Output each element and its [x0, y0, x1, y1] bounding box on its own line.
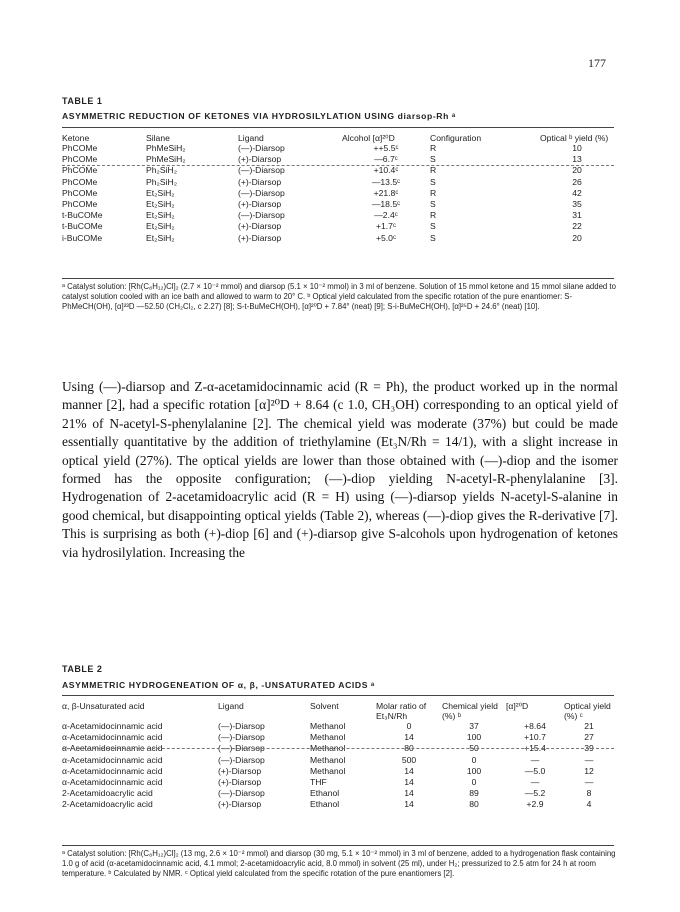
table2-cell: α-Acetamidocinnamic acid	[62, 732, 163, 743]
table1-row	[62, 188, 614, 199]
table2-cell: 80	[404, 743, 414, 754]
table1-cell: 42	[572, 187, 582, 198]
table1-row	[62, 210, 614, 221]
table2-cell: —5.2	[524, 788, 546, 799]
table2-cell: 0	[406, 721, 412, 731]
table2-cell: (—)-Diarsop	[218, 788, 265, 799]
table2-cell: 2-Acetamidoacrylic acid	[62, 799, 153, 810]
table1-cell: (—)-Diarsop	[238, 165, 285, 176]
table2-cell: (+)-Diarsop	[218, 765, 262, 776]
table2-cell: 14	[404, 765, 414, 776]
table1-cell: (+)-Diarsop	[238, 232, 282, 243]
table1-cell: (—)-Diarsop	[238, 143, 285, 153]
table2-cell: 100	[466, 765, 482, 776]
table2-cell: 8	[586, 788, 592, 799]
table2-cell: +10.7	[524, 732, 546, 743]
table1-cell: 13	[572, 154, 582, 165]
table2-row	[62, 777, 614, 788]
table1-header-cell: Silane	[146, 133, 170, 143]
table2-header-cell: Ligand	[218, 701, 244, 711]
page-number: 177	[588, 56, 606, 70]
table1-cell: PhCOMe	[62, 143, 98, 153]
table1-cell: Et₂SiH₂	[146, 210, 175, 221]
table1	[62, 133, 614, 244]
table1-row	[62, 143, 614, 154]
table2-header-cell: Optical yield (%) ᶜ	[564, 701, 611, 721]
table1-row	[62, 154, 614, 165]
table1-cell: PhMeSiH₂	[146, 154, 186, 165]
table1-cell: 35	[572, 199, 582, 210]
table1-cell: +10.4ᶜ	[373, 165, 399, 176]
table1-cell: R	[430, 165, 437, 176]
table1-header-cell: Ligand	[238, 133, 264, 143]
table1-cell: Ph₂SiH₂	[146, 165, 178, 176]
table1-cell: PhMeSiH₂	[146, 143, 186, 153]
table1-cell: (+)-Diarsop	[238, 199, 282, 210]
table2-cell: —	[530, 777, 540, 788]
table1-cell: —13.5ᶜ	[371, 176, 401, 187]
table1-cell: 26	[572, 176, 582, 187]
table2-cell: 27	[584, 732, 594, 743]
table2-header-cell: [α]²⁰D	[506, 701, 529, 711]
table1-cell: (+)-Diarsop	[238, 221, 282, 232]
table1-cell: (+)-Diarsop	[238, 176, 282, 187]
table1-cell: —18.5ᶜ	[371, 199, 401, 210]
table2-cell: +8.64	[524, 721, 546, 731]
table2-top-rule	[62, 695, 614, 696]
table1-cell: S	[430, 199, 436, 210]
table2-cell: Methanol	[310, 765, 346, 776]
table1-cell: i-BuCOMe	[62, 232, 103, 243]
table1-header-cell: Ketone	[62, 133, 90, 143]
table2-cell: (+)-Diarsop	[218, 777, 262, 788]
table1-cell: PhCOMe	[62, 187, 98, 198]
table2-cell: Methanol	[310, 732, 346, 743]
table2-cell: 4	[586, 799, 592, 810]
table1-label: TABLE 1	[62, 96, 103, 106]
table2-cell: +2.9	[526, 799, 544, 810]
table1-cell: (+)-Diarsop	[238, 154, 282, 165]
table2-row	[62, 732, 614, 743]
table2-cell: 39	[584, 743, 594, 754]
table1-cell: Et₂SiH₂	[146, 232, 175, 243]
table2-cell: α-Acetamidocinnamic acid	[62, 721, 163, 731]
body-text	[62, 378, 618, 562]
table1-header-row	[62, 133, 614, 143]
table2-bottom-rule	[62, 845, 614, 846]
table2	[62, 701, 614, 811]
table2-cell: —	[584, 754, 594, 765]
table1-row	[62, 233, 614, 244]
table1-header-rule	[62, 165, 614, 166]
table1-cell: 20	[572, 165, 582, 176]
table1-cell: 31	[572, 210, 582, 221]
table1-row	[62, 177, 614, 188]
table2-cell: 89	[469, 788, 479, 799]
table2-cell: 0	[471, 777, 477, 788]
table2-header-cell: Chemical yield (%) ᵇ	[442, 701, 498, 721]
table2-cell: —	[530, 754, 540, 765]
table1-cell: 22	[572, 221, 582, 232]
table2-cell: α-Acetamidocinnamic acid	[62, 777, 163, 788]
table2-cell: +15.4	[524, 743, 546, 754]
table2-cell: 12	[584, 765, 594, 776]
table2-cell: α-Acetamidocinnamic acid	[62, 754, 163, 765]
table2-cell: 37	[469, 721, 479, 731]
table2-cell: (—)-Diarsop	[218, 721, 265, 731]
table1-cell: —2.4ᶜ	[374, 210, 398, 221]
table2-row	[62, 766, 614, 777]
table1-cell: —6.7ᶜ	[374, 154, 398, 165]
table2-cell: 100	[466, 732, 482, 743]
table2-cell: (—)-Diarsop	[218, 732, 265, 743]
table2-cell: —5.0	[524, 765, 546, 776]
table2-cell: α-Acetamidocinnamic acid	[62, 765, 163, 776]
table2-cell: 500	[401, 754, 417, 765]
table1-footnote: ᵃ Catalyst solution: [Rh(C₈H₁₂)Cl]₂ (2.7 × 10⁻² mmol) and diarsop (5.1 × 10⁻² mmol) in 3 ml of benzene. Solution of 15 mmol ketone and 15 mmol silane added to catalyst solution cooled with an ice bath and allowed to warm to 20° C. ᵇ Optical yield calculated from the specific rotation of the pure enantiomer: S-PhMeCH(OH), [α]²³D —52.50 (CH₂Cl₂, c 2.27) [8]; S-t-BuMeCH(OH), [α]²⁰D + 7.84° (neat) [9]; S-i-BuMeCH(OH), [α]²⁵D + 24.6° (neat) [10].	[62, 282, 616, 311]
table1-cell: R	[430, 187, 437, 198]
table2-row	[62, 743, 614, 754]
table2-cell: Methanol	[310, 743, 346, 754]
table1-caption: ASYMMETRIC REDUCTION OF KETONES VIA HYDROSILYLATION USING diarsop-Rh ᵃ	[62, 111, 456, 121]
table1-cell: Ph₂SiH₂	[146, 176, 178, 187]
table2-cell: Methanol	[310, 754, 346, 765]
table2-cell: (—)-Diarsop	[218, 754, 265, 765]
table2-row	[62, 788, 614, 799]
body-paragraph: Using (—)-diarsop and Z-α-acetamidocinnamic acid (R = Ph), the product worked up in the normal manner [2], had a specific rotation [α]²⁰D + 8.64 (c 1.0, CH₃OH) corresponding to an optical yield of 21% of N-acetyl-S-phenylalanine [2]. The chemical yield was moderate (37%) but could be made essentially quantitative by the addition of triethylamine (Et₃N/Rh = 14/1), with a slight increase in optical yield (27%). The optical yields are lower than those obtained with (—)-diop and the isomer formed has the opposite configuration; (—)-diop yielding N-acetyl-R-phenylalanine [3]. Hydrogenation of 2-acetamidoacrylic acid (R = H) using (—)-diarsop yields N-acetyl-S-alanine in good chemical, but disappointing optical yields (Table 2), whereas (—)-diop gives the R-derivative [7]. This is surprising as both (+)-diop [6] and (+)-diarsop give S-alcohols upon hydrogenation of ketones via hydrosilylation. Increasing the	[62, 379, 618, 560]
table2-cell: α-Acetamidocinnamic acid	[62, 743, 163, 754]
table1-header-cell: Optical ᵇ yield (%)	[540, 133, 609, 143]
table1-cell: R	[430, 210, 437, 221]
table2-caption: ASYMMETRIC HYDROGENEATION OF α, β, -UNSATURATED ACIDS ᵃ	[62, 680, 375, 690]
table1-cell: 20	[572, 232, 582, 243]
table1-cell: Et₂SiH₂	[146, 221, 175, 232]
table1-cell: Et₂SiH₂	[146, 187, 175, 198]
table2-header-cell: Solvent	[310, 701, 339, 711]
table1-cell: +5.0ᶜ	[375, 232, 396, 243]
table2-row	[62, 755, 614, 766]
table2-cell: 80	[469, 799, 479, 810]
table1-top-rule	[62, 127, 614, 128]
table1-cell: S	[430, 232, 436, 243]
table2-header-rule	[62, 748, 614, 749]
table1-row	[62, 221, 614, 232]
table1-cell: 10	[572, 143, 582, 153]
table2-cell: THF	[310, 777, 327, 788]
table1-cell: +1.7ᶜ	[375, 221, 396, 232]
table1-header-cell: Alcohol [α]²⁰D	[342, 133, 395, 143]
table2-row	[62, 799, 614, 810]
table2-header-cell: α, β-Unsaturated acid	[62, 701, 145, 711]
table2-cell: 14	[404, 799, 414, 810]
table1-cell: t-BuCOMe	[62, 221, 103, 232]
table2-header-cell: Molar ratio of Et₃N/Rh	[376, 701, 427, 721]
table2-cell: 14	[404, 788, 414, 799]
table2-cell: Ethanol	[310, 788, 340, 799]
table1-cell: S	[430, 154, 436, 165]
table1-cell: S	[430, 221, 436, 232]
table1-row	[62, 165, 614, 176]
table1-cell: (—)-Diarsop	[238, 210, 285, 221]
table2-cell: 21	[584, 721, 594, 731]
table1-cell: Et₂SiH₂	[146, 199, 175, 210]
table1-cell: t-BuCOMe	[62, 210, 103, 221]
table1-bottom-rule	[62, 278, 614, 279]
table1-cell: PhCOMe	[62, 199, 98, 210]
table1-row	[62, 199, 614, 210]
table2-cell: 14	[404, 777, 414, 788]
table1-cell: R	[430, 143, 437, 153]
table1-cell: (—)-Diarsop	[238, 187, 285, 198]
table2-cell: 50	[469, 743, 479, 754]
table2-cell: Methanol	[310, 721, 346, 731]
table2-cell: Ethanol	[310, 799, 340, 810]
table2-cell: (+)-Diarsop	[218, 799, 262, 810]
table1-cell: PhCOMe	[62, 165, 98, 176]
table1-cell: ++5.5ᶜ	[373, 143, 399, 153]
table2-header-row	[62, 701, 614, 721]
table2-row	[62, 721, 614, 732]
table1-cell: +21.8ᶜ	[373, 187, 399, 198]
table1-header-cell: Configuration	[430, 133, 482, 143]
table1-cell: S	[430, 176, 436, 187]
table2-cell: 0	[471, 754, 477, 765]
table2-cell: (—)-Diarsop	[218, 743, 265, 754]
table2-label: TABLE 2	[62, 664, 103, 674]
table2-cell: 14	[404, 732, 414, 743]
table1-cell: PhCOMe	[62, 154, 98, 165]
table2-cell: 2-Acetamidoacrylic acid	[62, 788, 153, 799]
table1-cell: PhCOMe	[62, 176, 98, 187]
table2-cell: —	[584, 777, 594, 788]
table2-footnote: ᵃ Catalyst solution: [Rh(C₈H₁₂)Cl]₂ (13 mg, 2.6 × 10⁻² mmol) and diarsop (30 mg, 5.1 × 10⁻² mmol) in 3 ml of benzene, added to a hydrogenation flask containing 1.0 g of acid (α-acetamidocinnamic acid, 4.1 mmol; 2-acetamidoacrylic acid, 8.0 mmol) in solvent (25 ml), under H₂; pressurized to 2.5 atm for 24 h at room temperature. ᵇ Calculated by NMR. ᶜ Optical yield calculated from the specific rotation of the pure enantiomers [2].	[62, 849, 616, 878]
